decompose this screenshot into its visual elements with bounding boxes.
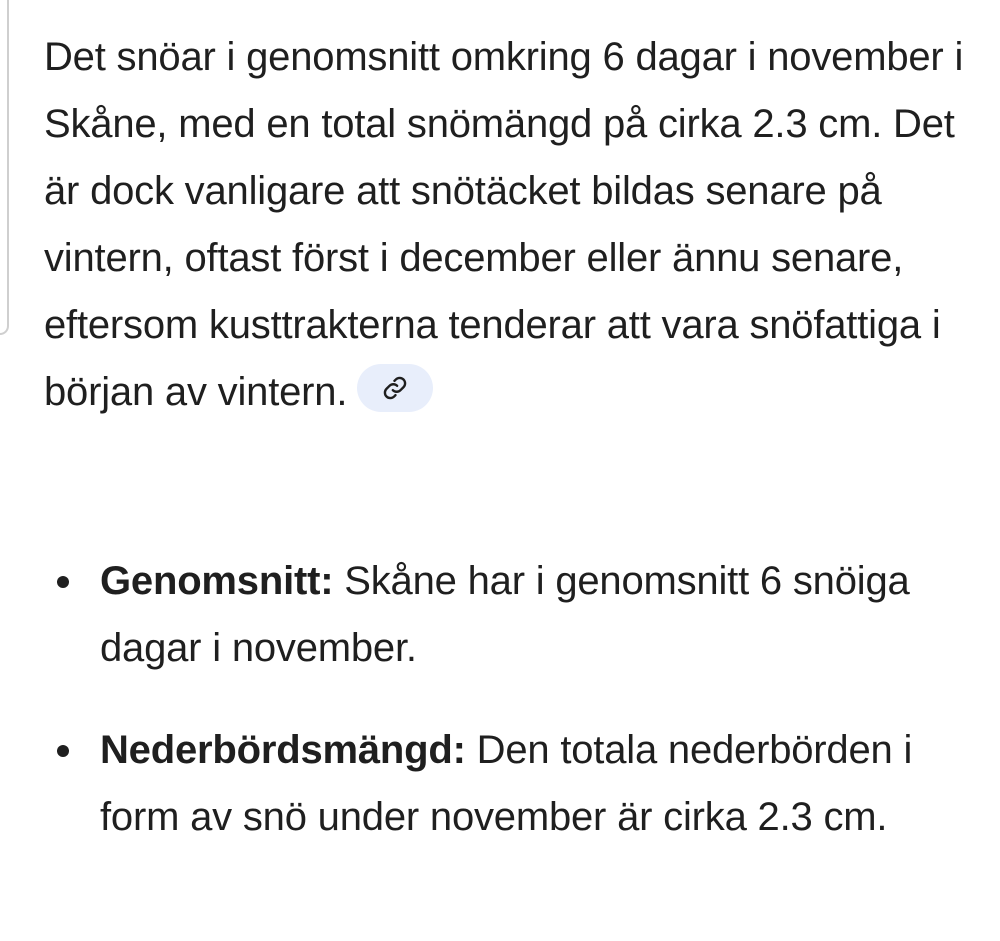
answer-paragraph (44, 24, 974, 426)
bullet-list (44, 548, 974, 851)
bullet-text: Skåne har i genomsnitt 6 snöiga dagar i november. (100, 559, 910, 670)
answer-content (44, 24, 974, 426)
paragraph-text: Det snöar i genomsnitt omkring 6 dagar i november i Skåne, med en total snömängd på cirka 2.3 cm. Det är dock vanligare att snötäcket bildas senare på vintern, oftast först i december eller ännu senare, eftersom kusttrakterna tenderar att vara snöfattiga i början av vintern. (44, 35, 964, 414)
bullet-text: Den totala nederbörden i form av snö under november är cirka 2.3 cm. (100, 728, 913, 839)
list-item (44, 717, 974, 851)
bullet-term: Genomsnitt: (100, 559, 334, 603)
source-link-chip[interactable] (357, 364, 433, 412)
bullet-dot (57, 576, 69, 588)
link-icon (382, 375, 408, 401)
bullet-term: Nederbördsmängd: (100, 728, 466, 772)
bullet-dot (57, 745, 69, 757)
side-bracket (0, 0, 9, 335)
list-item (44, 548, 974, 682)
